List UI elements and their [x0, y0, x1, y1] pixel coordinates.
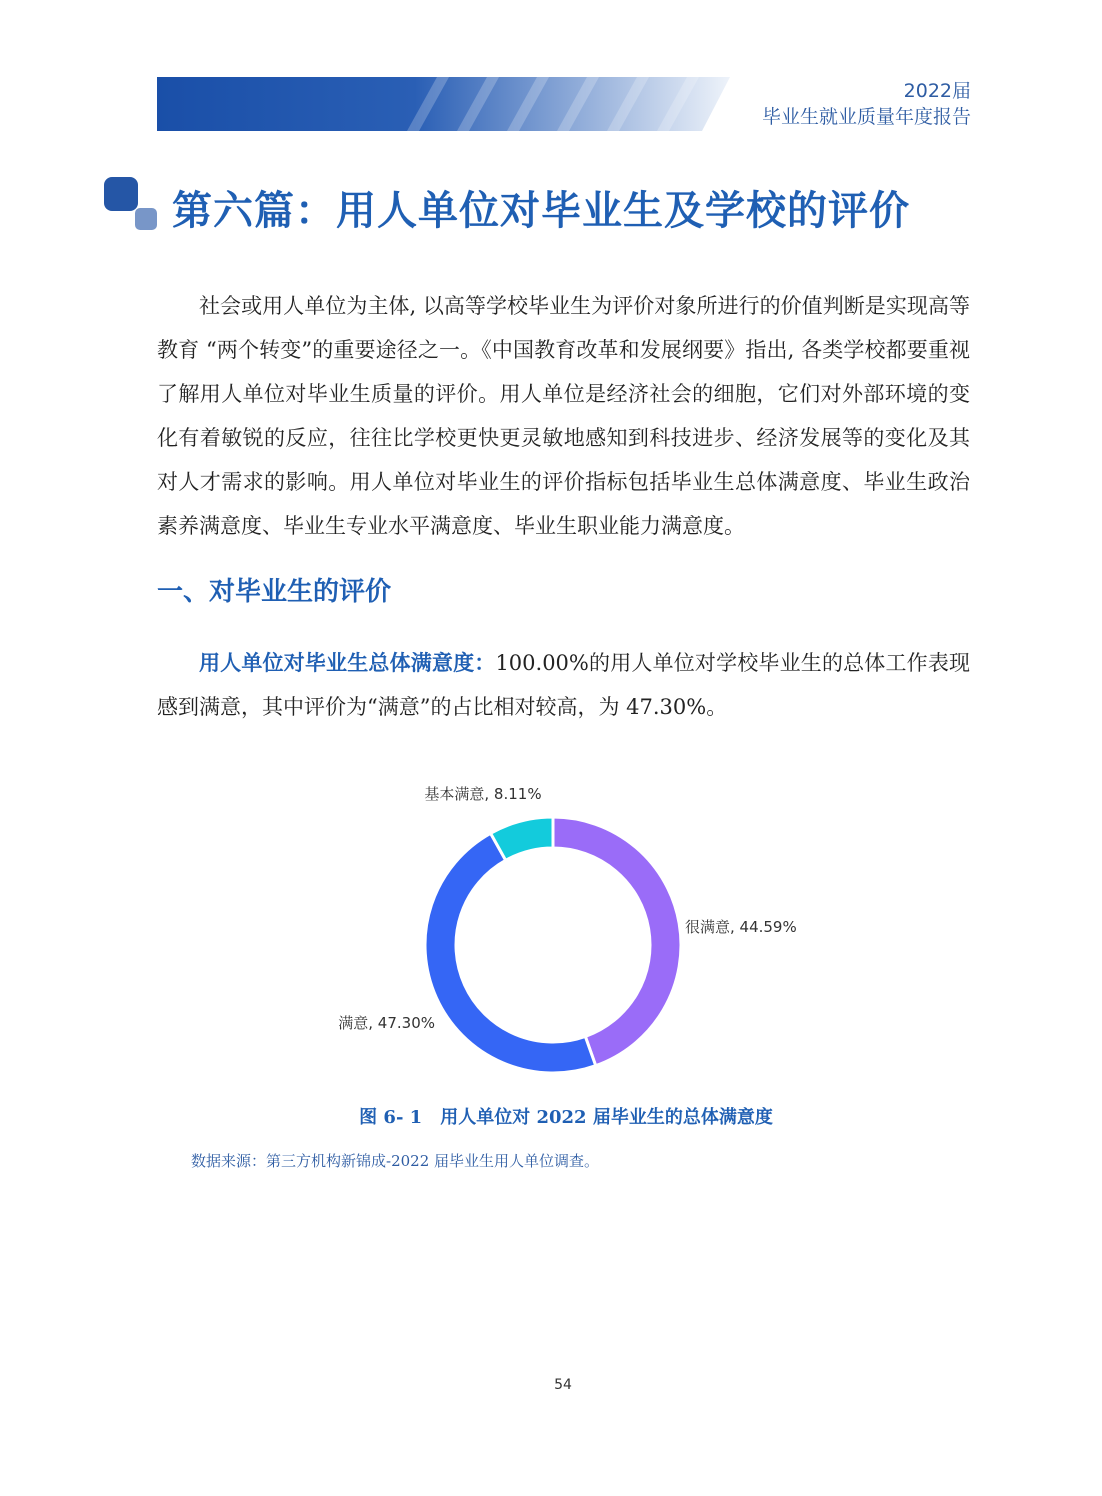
data-source-note: 数据来源：第三方机构新锦成-2022 届毕业生用人单位调查。	[191, 1152, 600, 1170]
title-decoration-icon	[104, 177, 158, 231]
page-title: 第六篇：用人单位对毕业生及学校的评价	[172, 188, 910, 234]
header-text	[762, 78, 971, 130]
donut-slice-label: 很满意, 44.59%	[685, 918, 797, 936]
intro-paragraph: 社会或用人单位为主体, 以高等学校毕业生为评价对象所进行的价值判断是实现高等教育 “两个转变”的重要途径之一。《中国教育改革和发展纲要》指出, 各类学校都要重视了解用人单位对毕业生质量的评价。用人单位是经济社会的细胞，它们对外部环境的变化有着敏锐的反应，往往比学校更快更灵敏地感知到科技进步、经济发展等的变化及其对人才需求的影响。用人单位对毕业生的评价指标包括毕业生总体满意度、毕业生政治素养满意度、毕业生专业水平满意度、毕业生职业能力满意度。	[157, 294, 970, 538]
page-number: 54	[554, 1377, 572, 1393]
header-report-title: 毕业生就业质量年度报告	[761, 106, 971, 128]
finding-text: 100.00%的用人单位对学校毕业生的总体工作表现感到满意，其中评价为“满意”的占比相对较高，为 47.30%。	[157, 651, 970, 719]
donut-slice-label: 满意, 47.30%	[338, 1014, 435, 1032]
finding-label: 用人单位对毕业生总体满意度：	[199, 651, 496, 675]
donut-slice	[425, 833, 596, 1073]
finding-paragraph	[157, 641, 970, 729]
figure-caption: 图 6- 1 用人单位对 2022 届毕业生的总体满意度	[359, 1107, 773, 1128]
satisfaction-donut-chart	[300, 760, 820, 1100]
header-banner	[157, 77, 730, 131]
donut-slice-label: 基本满意, 8.11%	[424, 785, 542, 803]
section-heading: 一、对毕业生的评价	[157, 577, 392, 607]
header-year: 2022届	[903, 80, 971, 102]
donut-slice	[553, 817, 681, 1066]
